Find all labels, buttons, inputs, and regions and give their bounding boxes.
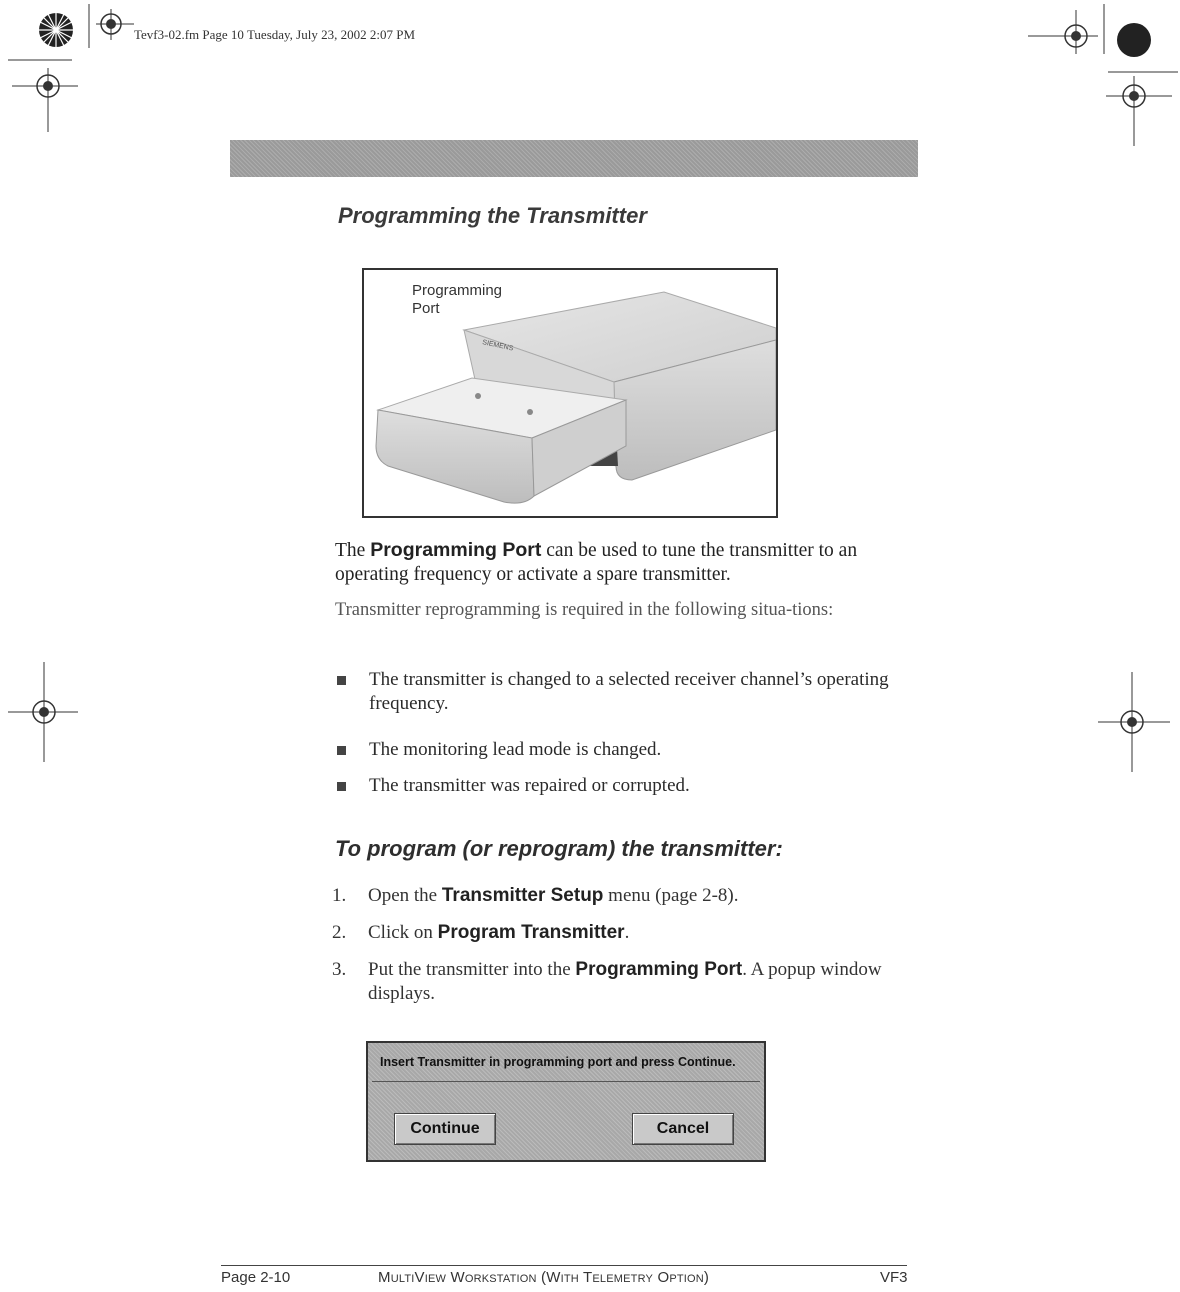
procedure-title: To program (or reprogram) the transmitter: xyxy=(335,836,783,861)
header-band xyxy=(230,140,918,177)
list-item xyxy=(335,774,895,798)
step-term: Program Transmitter xyxy=(437,922,625,943)
procedure-steps xyxy=(332,884,902,1006)
list-item xyxy=(335,668,895,716)
figure-label-line2: Port xyxy=(412,300,440,317)
section-title: Programming the Transmitter xyxy=(338,203,647,228)
dialog-divider xyxy=(372,1081,760,1082)
footer-divider xyxy=(221,1265,907,1266)
figure-label-line1: Programming xyxy=(412,282,503,299)
step-item xyxy=(332,958,902,1006)
intro-paragraph xyxy=(335,538,910,587)
step-term: Transmitter Setup xyxy=(441,885,604,906)
step-after: . A popup window displays. xyxy=(368,959,882,1004)
situations-list xyxy=(335,668,895,798)
bullet-text: The monitoring lead mode is changed. xyxy=(369,739,662,760)
step-number: 1. xyxy=(332,885,347,906)
transmitter-figure xyxy=(362,268,778,518)
bullet-text: The transmitter is changed to a selected receiver channel’s operating frequency. xyxy=(369,669,889,714)
step-item xyxy=(332,884,902,908)
continue-button[interactable]: Continue xyxy=(394,1113,496,1145)
crosshair-registration-icon xyxy=(1028,4,1106,54)
print-header: Tevf3-02.fm Page 10 Tuesday, July 23, 2002 2:07 PM xyxy=(134,27,415,42)
crosshair-registration-icon xyxy=(1098,672,1170,772)
programming-port-illustration xyxy=(364,270,776,516)
brand-label: SIEMENS xyxy=(481,339,514,353)
bullet-text: The transmitter was repaired or corrupted. xyxy=(369,775,690,796)
footer-page-number: Page 2-10 xyxy=(221,1269,291,1286)
cancel-button[interactable]: Cancel xyxy=(632,1113,734,1145)
square-bullet-icon xyxy=(337,676,346,685)
step-before: Put the transmitter into the xyxy=(368,959,576,980)
step-number: 3. xyxy=(332,959,347,980)
step-before: Click on xyxy=(368,922,438,943)
square-bullet-icon xyxy=(337,782,346,791)
step-term: Programming Port xyxy=(575,959,743,980)
square-bullet-icon xyxy=(337,746,346,755)
step-before: Open the xyxy=(368,885,442,906)
footer-title: MultiView Workstation (With Telemetry Option) xyxy=(378,1269,710,1286)
footer-code: VF3 xyxy=(880,1269,908,1286)
insert-transmitter-dialog xyxy=(366,1041,766,1162)
situations-paragraph: Transmitter reprogramming is required in the following situa-tions: xyxy=(335,600,834,620)
intro-after: can be used to tune the transmitter to an operating frequency or activate a spare transmitter. xyxy=(335,540,858,585)
dialog-message: Insert Transmitter in programming port and press Continue. xyxy=(380,1055,736,1069)
starburst-registration-icon xyxy=(36,10,76,50)
crosshair-registration-icon xyxy=(1102,70,1178,148)
intro-before: The xyxy=(335,540,371,561)
step-after: menu (page 2-8). xyxy=(603,885,739,906)
solid-registration-icon xyxy=(1114,20,1154,60)
crosshair-registration-icon xyxy=(8,662,78,762)
step-item xyxy=(332,921,902,945)
step-after: . xyxy=(624,922,630,943)
crosshair-registration-icon xyxy=(8,58,88,134)
step-number: 2. xyxy=(332,922,347,943)
intro-term: Programming Port xyxy=(370,539,542,561)
list-item xyxy=(335,738,895,762)
crosshair-registration-icon xyxy=(84,4,134,48)
